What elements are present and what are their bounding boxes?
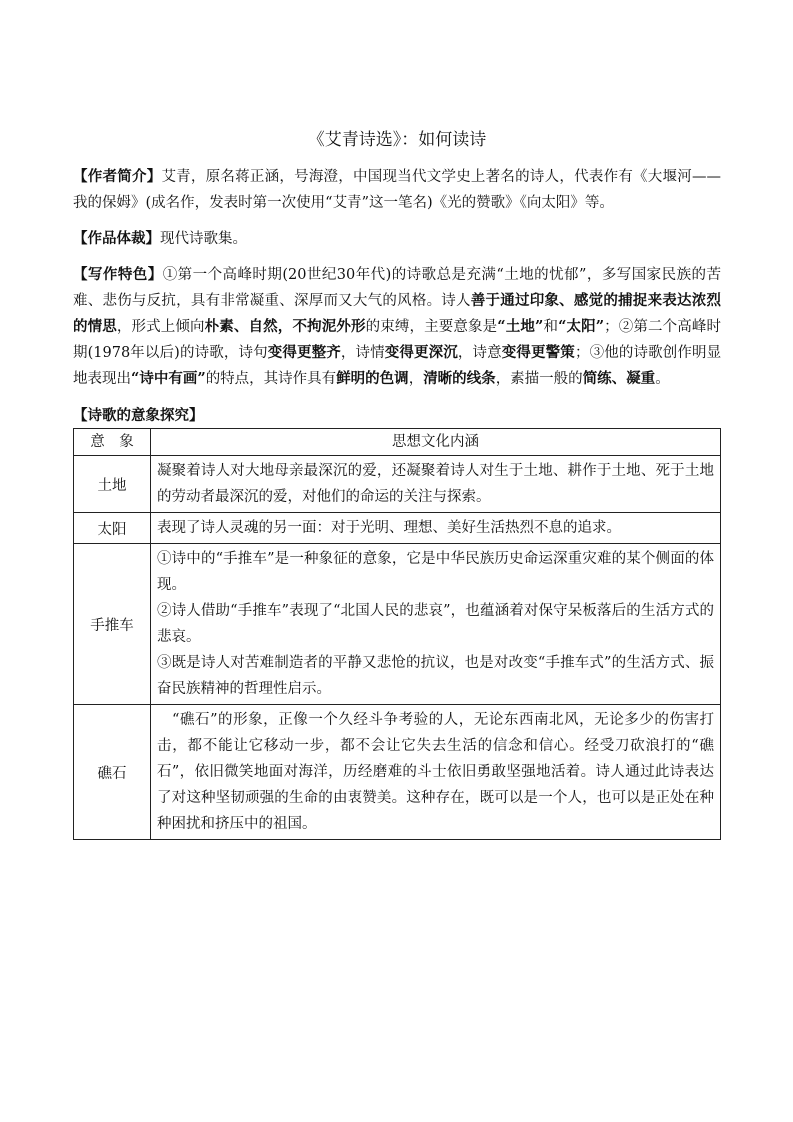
features-emphasis: 变得更警策	[501, 344, 575, 361]
features-text: ；③他的诗歌创作明显地表现出	[73, 345, 722, 387]
genre-text: 现代诗歌集。	[160, 231, 247, 247]
table-row	[74, 705, 721, 840]
features-text: ，	[408, 371, 424, 387]
writing-features	[73, 262, 721, 392]
document-page	[73, 128, 721, 840]
meaning-line: 表现了诗人灵魂的另一面：对于光明、理想、美好生活热烈不息的追求。	[157, 520, 621, 536]
author-intro-text: 艾青，原名蒋正涵，号海澄，中国现当代文学史上著名的诗人，代表作有《大堰河——我的保姆》(成名作，发表时第一次使用“艾青”这一笔名)《光的赞歌》《向太阳》等。	[73, 169, 722, 211]
image-cell: 太阳	[74, 513, 151, 544]
features-text: 的束缚，主要意象是	[365, 319, 498, 335]
features-text: 和	[543, 319, 559, 335]
column-header-meaning: 思想文化内涵	[151, 429, 721, 456]
features-emphasis: 变得更整齐	[267, 344, 341, 361]
image-cell: 土地	[74, 456, 151, 513]
features-emphasis: 朴素、自然，不拘泥外形	[204, 318, 366, 335]
column-header-image: 意 象	[74, 429, 151, 456]
features-emphasis: 善于通过印象、感觉的捕捉来表达浓烈的情思	[73, 292, 722, 335]
imagery-heading: 【诗歌的意象探究】	[73, 407, 204, 424]
image-cell: 手推车	[74, 544, 151, 705]
features-text: ，诗意	[457, 345, 502, 361]
meaning-cell	[151, 544, 721, 705]
meaning-line: ①诗中的“手推车”是一种象征的意象，它是中华民族历史命运深重灾难的某个侧面的体现。	[157, 551, 714, 593]
table-header-row	[74, 429, 721, 456]
features-text: 。	[655, 371, 670, 387]
features-emphasis: 简练、凝重	[582, 370, 656, 387]
meaning-line: ②诗人借助“手推车”表现了“北国人民的悲哀”，也蕴涵着对保守呆板落后的生活方式的悲哀。	[157, 603, 714, 645]
features-emphasis: “诗中有画”	[131, 370, 206, 387]
features-text: ①第一个高峰时期(20世纪30年代)的诗歌总是充满“土地的忧郁”，多写国家民族的苦难、悲伤与反抗，具有非常凝重、深厚而又大气的风格。诗人	[73, 267, 721, 309]
page-title: 《艾青诗选》：如何读诗	[307, 130, 487, 150]
table-row	[74, 544, 721, 705]
meaning-cell	[151, 513, 721, 544]
imagery-table	[73, 428, 721, 840]
features-text: ；②第二个高峰时期(1978年以后)的诗歌，诗句	[73, 319, 722, 361]
author-intro	[73, 164, 721, 216]
features-emphasis: “太阳”	[558, 318, 605, 335]
features-text: ，诗情	[340, 345, 385, 361]
table-row	[74, 513, 721, 544]
genre-label: 【作品体裁】	[73, 230, 160, 247]
features-emphasis: 鲜明的色调	[336, 370, 409, 387]
features-label: 【写作特色】	[73, 266, 163, 283]
genre	[73, 226, 721, 252]
meaning-cell	[151, 456, 721, 513]
features-text: 的特点，其诗作具有	[205, 371, 337, 387]
features-emphasis: 变得更深沉	[384, 344, 458, 361]
author-intro-label: 【作者简介】	[73, 168, 162, 185]
meaning-line: “礁石”的形象，正像一个久经斗争考验的人，无论东西南北风，无论多少的伤害打击，都不能让它移动一步，都不会让它失去生活的信念和信心。经受刀砍浪打的“礁石”，依旧微笑地面对海洋，历经磨难的斗士依旧勇敢坚强地活着。诗人通过此诗表达了对这种坚韧顽强的生命的由衷赞美。这种存在，既可以是一个人，也可以是正处在种种困扰和挤压中的祖国。	[157, 712, 714, 832]
features-text: ，形式上倾向	[116, 319, 205, 335]
image-cell: 礁石	[74, 705, 151, 840]
table-row	[74, 456, 721, 513]
meaning-line: 凝聚着诗人对大地母亲最深沉的爱，还凝聚着诗人对生于土地、耕作于土地、死于土地的劳动者最深沉的爱，对他们的命运的关注与探索。	[157, 463, 714, 505]
meaning-line: ③既是诗人对苦难制造者的平静又悲怆的抗议，也是对改变“手推车式”的生活方式、振奋民族精神的哲理性启示。	[157, 655, 714, 697]
features-emphasis: 清晰的线条	[423, 370, 496, 387]
features-emphasis: “土地”	[497, 318, 544, 335]
features-text: ，素描一般的	[495, 371, 583, 387]
meaning-cell	[151, 705, 721, 840]
